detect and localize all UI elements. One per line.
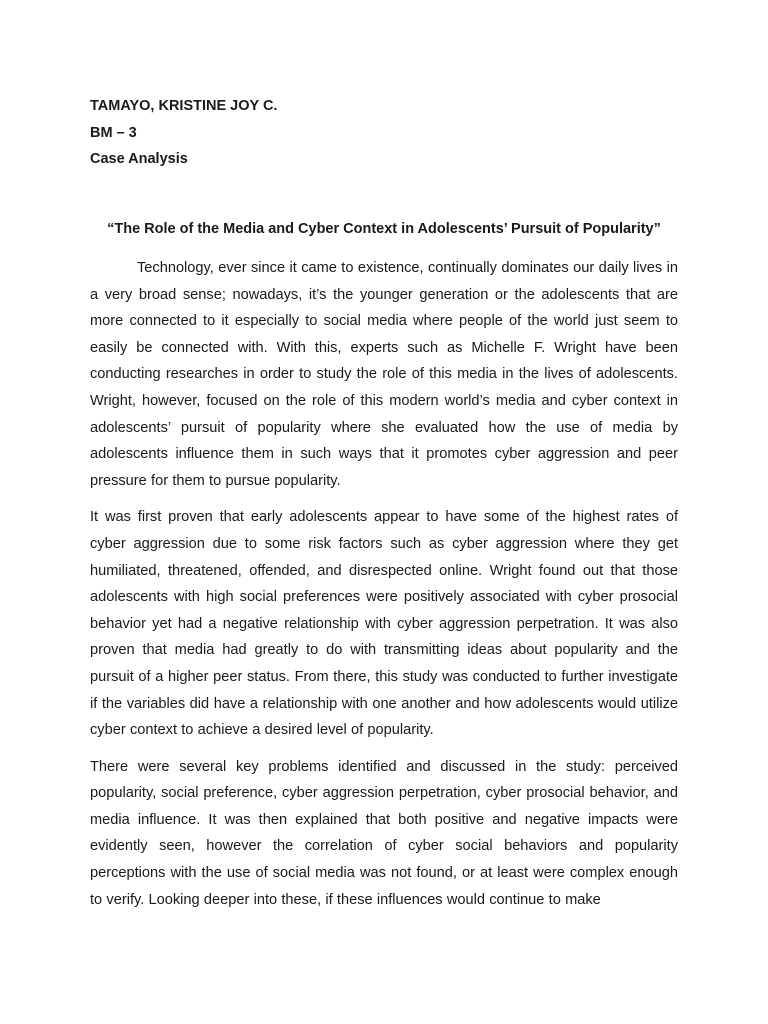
paragraph-3: There were several key problems identified and discussed in the study: perceived popularity, social preference, cyber aggression perpetration, cyber prosocial behavior, and media influence. It was then explained that both positive and negative impacts were evidently seen, however the correlation of cyber social behaviors and popularity perceptions with the use of social media was not found, or at least were complex enough to verify. Looking deeper into these, if these influences would continue to make — [90, 758, 678, 908]
author-name: TAMAYO, KRISTINE JOY C. — [90, 98, 278, 114]
document-type: Case Analysis — [90, 151, 188, 167]
paragraph-2: It was first proven that early adolescents appear to have some of the highest rates of cyber aggression due to some risk factors such as cyber aggression where they get humiliated, threatened, offended, and disrespected online. Wright found out that those adolescents with high social preferences were positively associated with cyber prosocial behavior yet had a negative relationship with cyber aggression perpetration. It was also proven that media had greatly to do with transmitting ideas about popularity and the pursuit of a higher peer status. From there, this study was conducted to further investigate if the variables did have a relationship with one another and how adolescents would utilize cyber context to achieve a desired level of popularity. — [90, 509, 678, 739]
section-label: BM – 3 — [90, 124, 137, 141]
document-header — [90, 93, 680, 173]
document-body — [90, 255, 678, 923]
document-title: “The Role of the Media and Cyber Context in Adolescents’ Pursuit of Popularity” — [107, 221, 661, 237]
paragraph-1: Technology, ever since it came to existence, continually dominates our daily lives in a very broad sense; nowadays, it’s the younger generation or the adolescents that are more connected to it especially to social media where people of the world just seem to easily be connected with. With this, experts such as Michelle F. Wright have been conducting researches in order to study the role of this media in the lives of adolescents. Wright, however, focused on the role of this modern world’s media and cyber context in adolescents’ pursuit of popularity where she evaluated how the use of media by adolescents influence them in such ways that it promotes cyber aggression and peer pressure for them to pursue popularity. — [90, 260, 678, 489]
